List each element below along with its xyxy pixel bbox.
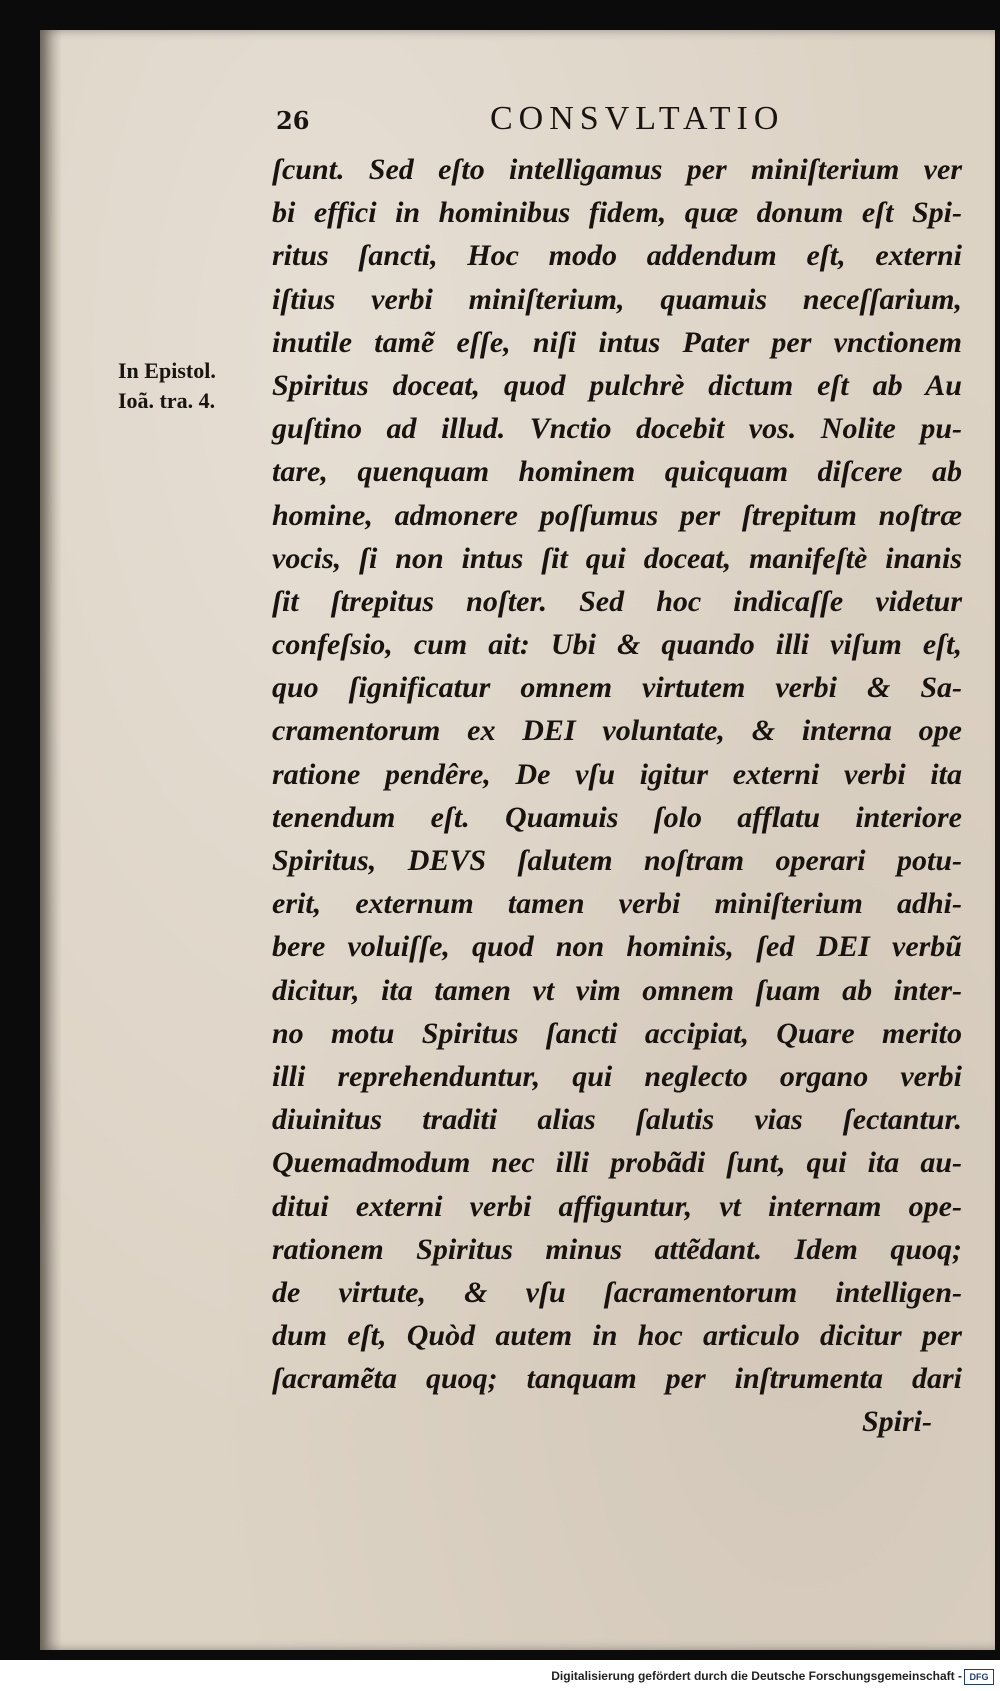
book-page — [40, 30, 995, 1650]
text-line: diuinitus traditi alias ſalutis vias ſectantur. — [272, 1103, 962, 1137]
marginal-note — [118, 356, 278, 416]
text-line: iſtius verbi miniſterium, quamuis neceſſarium, — [272, 282, 962, 316]
text-line: inutile tamẽ eſſe, niſi intus Pater per vnctionem — [272, 325, 962, 359]
marginal-note-line: In Epistol. — [118, 358, 216, 383]
text-line: ritus ſancti, Hoc modo addendum eſt, externi — [272, 239, 962, 273]
running-title: CONSVLTATIO — [490, 100, 785, 137]
text-line: ditui externi verbi affiguntur, vt internam ope- — [272, 1189, 962, 1223]
digitization-footer — [0, 1664, 1000, 1691]
text-line: erit, externum tamen verbi miniſterium adhi- — [272, 887, 962, 921]
text-line: confeſsio, cum ait: Ubi & quando illi viſum eſt, — [272, 628, 962, 662]
text-line: guſtino ad illud. Vnctio docebit vos. Nolite pu- — [272, 412, 962, 446]
text-line: de virtute, & vſu ſacramentorum intelligen- — [272, 1275, 962, 1309]
page-number: 26 — [276, 106, 310, 135]
marginal-note-line: Ioã. tra. 4. — [118, 388, 216, 413]
spine-shadow — [40, 30, 62, 1650]
text-line: vocis, ſi non intus ſit qui doceat, manifeſtè inanis — [272, 541, 962, 575]
text-line: tare, quenquam hominem quicquam diſcere ab — [272, 455, 962, 489]
text-line: ſacramẽta quoq; tanquam per inſtrumenta dari — [272, 1362, 962, 1396]
text-line: homine, admonere poſſumus per ſtrepitum noſtræ — [272, 498, 962, 532]
text-line: Quemadmodum nec illi probãdi ſunt, qui ita au- — [272, 1146, 962, 1180]
page-header — [40, 78, 995, 138]
text-line: ſcunt. Sed eſto intelligamus per miniſterium ver — [272, 153, 962, 186]
text-line: cramentorum ex DEI voluntate, & interna ope — [272, 714, 962, 748]
text-line: ſit ſtrepitus noſter. Sed hoc indicaſſe videtur — [272, 584, 962, 618]
dfg-logo-icon — [964, 1669, 994, 1685]
text-line: rationem Spiritus minus attẽdant. Idem quoq; — [272, 1232, 962, 1266]
text-line: dicitur, ita tamen vt vim omnem ſuam ab inter- — [272, 973, 962, 1007]
body-text — [272, 148, 962, 1444]
text-line: ratione pendêre, De vſu igitur externi verbi ita — [272, 757, 962, 791]
catchword: Spiri- — [861, 1405, 932, 1439]
text-line: bi effici in hominibus fidem, quæ donum eſt Spi- — [272, 196, 962, 230]
text-line: illi reprehenduntur, qui neglecto organo verbi — [272, 1059, 962, 1093]
text-line: dum eſt, Quòd autem in hoc articulo dicitur per — [272, 1319, 962, 1353]
text-line: Spiritus, DEVS ſalutem noſtram operari potu- — [272, 844, 962, 877]
text-line: no motu Spiritus ſancti accipiat, Quare merito — [272, 1016, 962, 1050]
dfg-logo-text: DFG — [969, 1672, 989, 1682]
text-line: quo ſignificatur omnem virtutem verbi & Sa- — [272, 671, 962, 705]
funding-credit: Digitalisierung gefördert durch die Deutsche Forschungsgemeinschaft - — [551, 1669, 962, 1683]
text-line: tenendum eſt. Quamuis ſolo afflatu interiore — [272, 800, 962, 834]
text-line: Spiritus doceat, quod pulchrè dictum eſt ab Au — [272, 368, 962, 402]
text-line: bere voluiſſe, quod non hominis, ſed DEI verbũ — [272, 930, 962, 964]
